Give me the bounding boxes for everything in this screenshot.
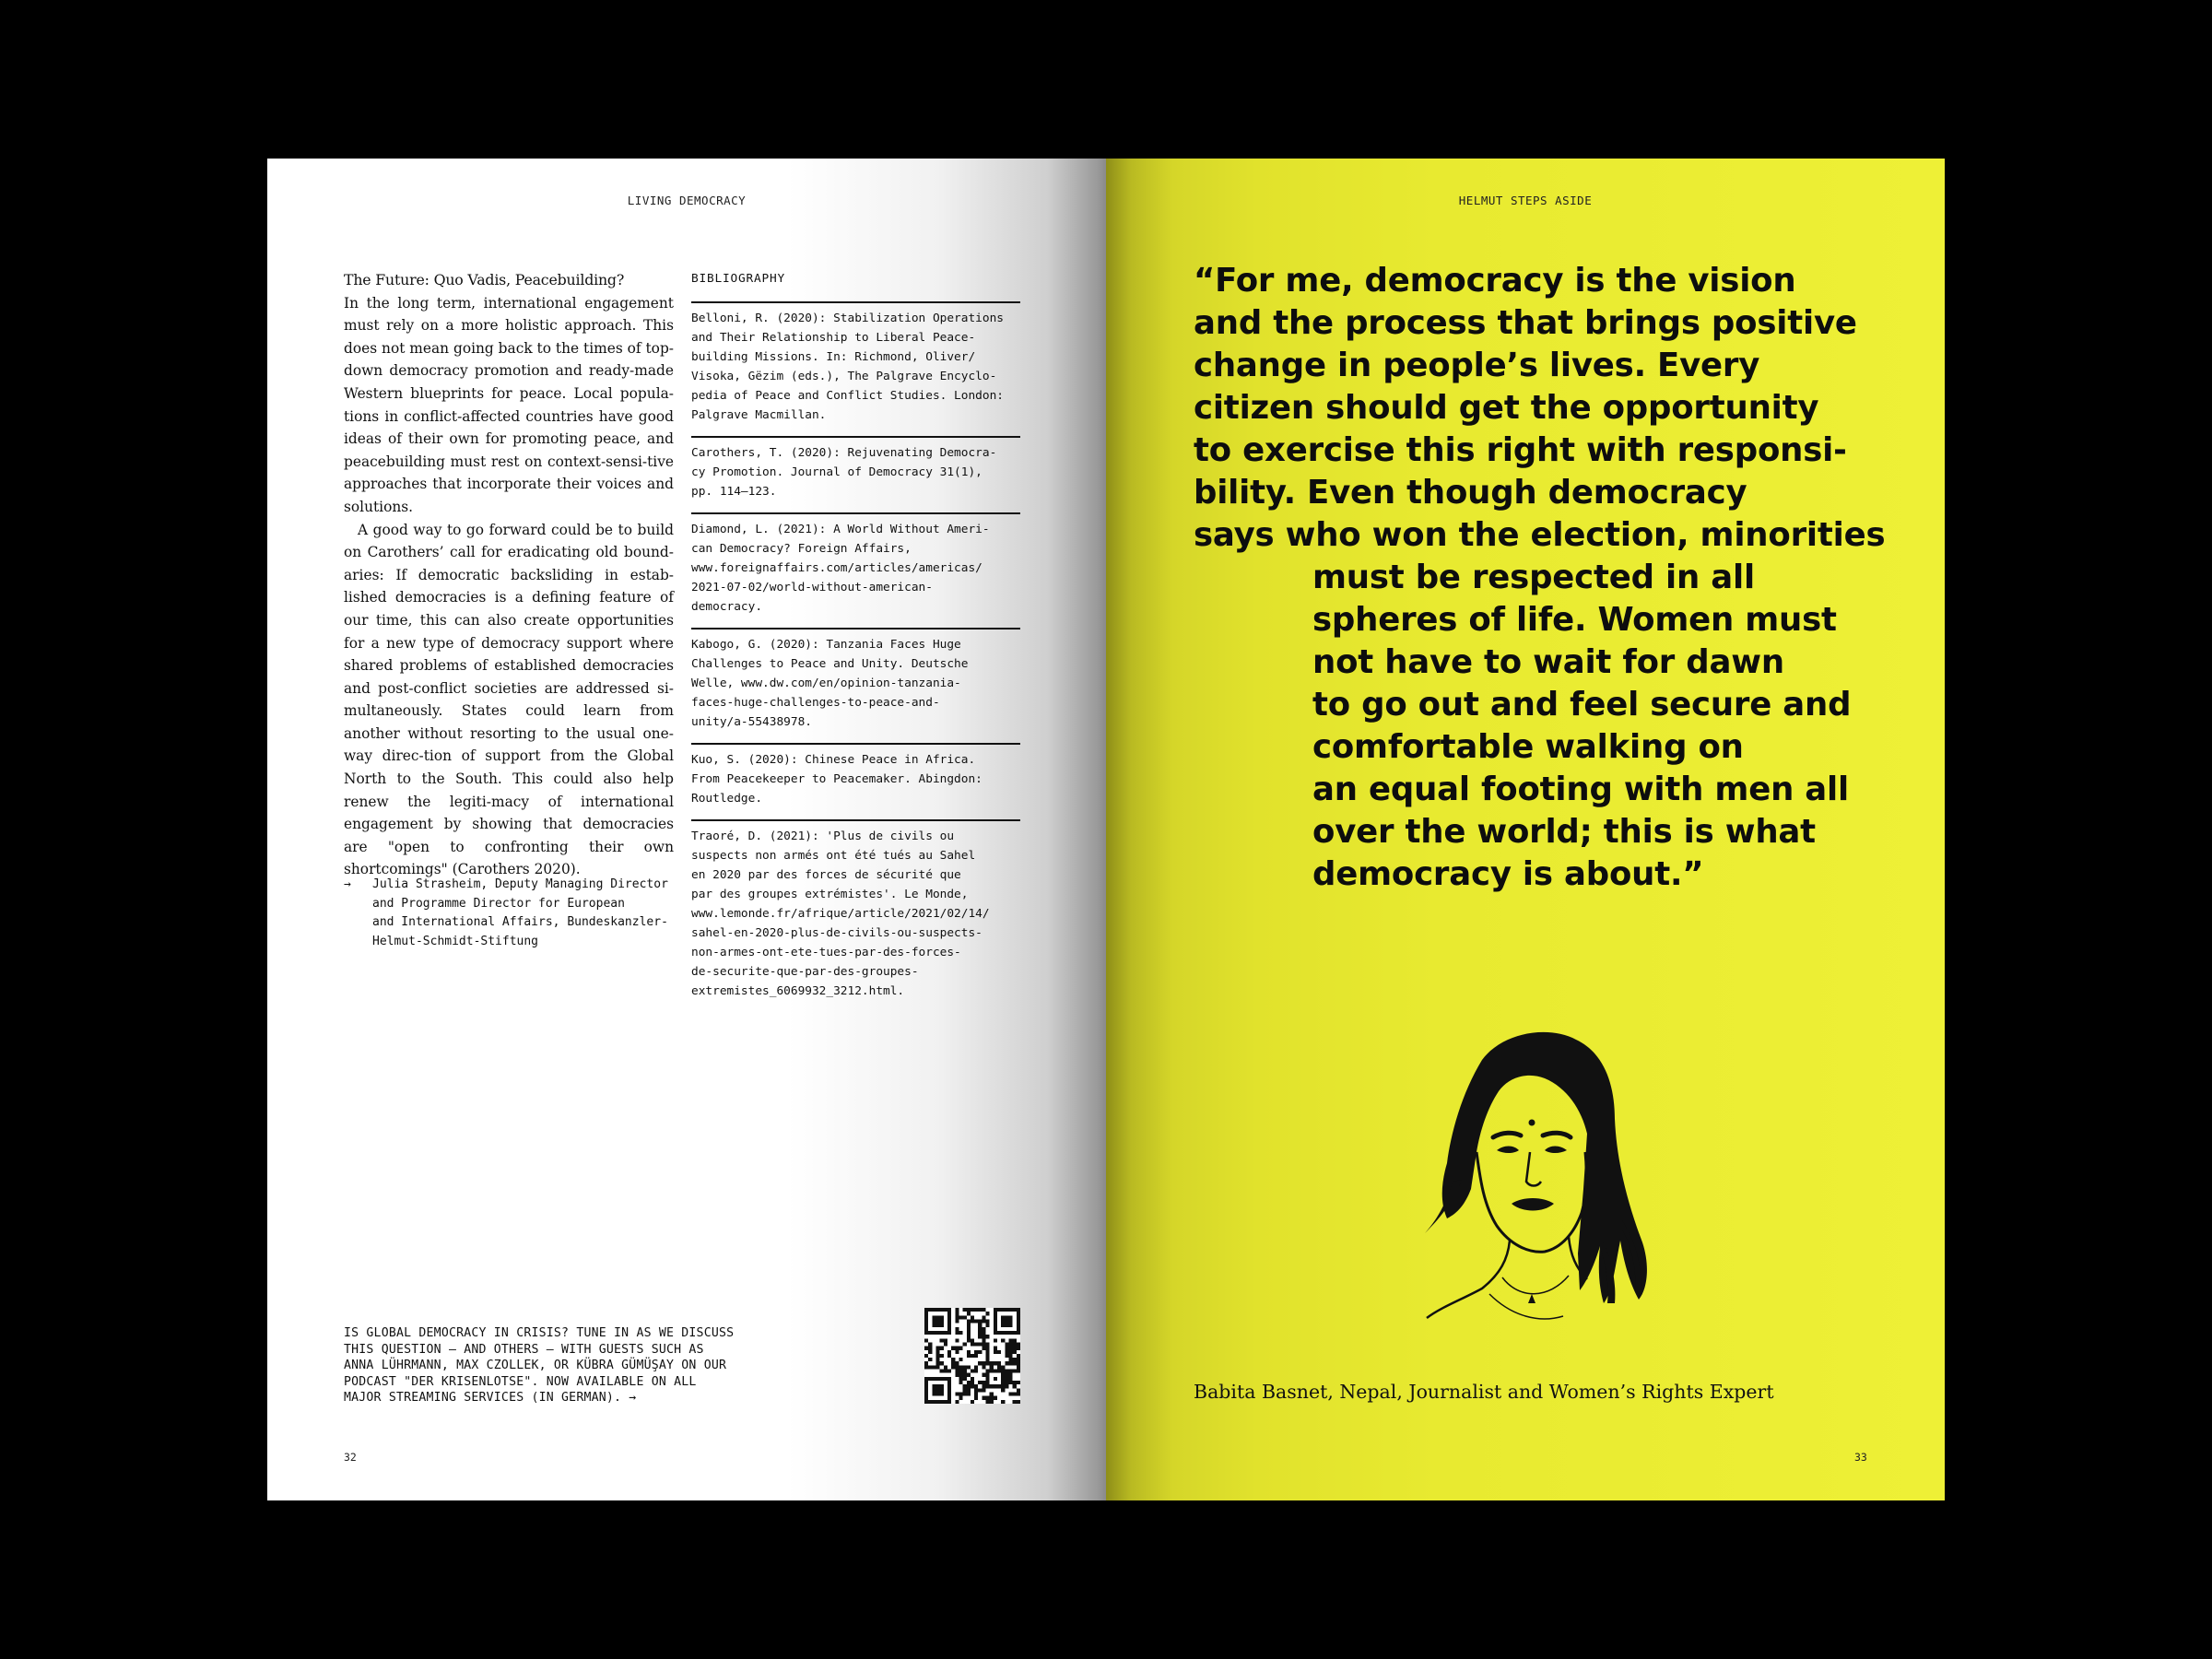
bibliography xyxy=(691,269,1020,1012)
bibliography-entry: Carothers, T. (2020): Rejuvenating Democra- cy Promotion. Journal of Democracy 31(1), pp. 114–123. xyxy=(691,436,1020,512)
quote-line: must be respected in all xyxy=(1312,559,1755,596)
bibliography-heading: BIBLIOGRAPHY xyxy=(691,272,786,286)
quote-line: democracy is about.” xyxy=(1312,855,1704,893)
left-page xyxy=(267,159,1106,1500)
author-credit: Julia Strasheim, Deputy Managing Director and Programme Director for European and International Affairs, Bundeskanzler- Helmut-Schmidt-Stiftung xyxy=(372,877,668,948)
quote-line: bility. Even though democracy xyxy=(1194,474,1747,512)
bibliography-entry: Kabogo, G. (2020): Tanzania Faces Huge Challenges to Peace and Unity. Deutsche Welle, www.dw.com/en/opinion-tanzania- faces-huge-challenges-to-peace-and- unity/a-55438978. xyxy=(691,628,1020,743)
podcast-note: IS GLOBAL DEMOCRACY IN CRISIS? TUNE IN AS WE DISCUSS THIS QUESTION — AND OTHERS — WITH GUESTS SUCH AS ANNA LÜHRMANN, MAX CZOLLEK, OR KÜBRA GÜMÜŞAY ON OUR PODCAST "DER KRISENLOTSE". NOW AVAILABLE ON ALL MAJOR STREAMING SERVICES (IN GERMAN). → xyxy=(344,1326,735,1405)
quote-line: over the world; this is what xyxy=(1312,813,1816,851)
quote-line: to go out and feel secure and xyxy=(1312,686,1852,724)
quote-line: citizen should get the opportunity xyxy=(1194,389,1819,427)
pull-quote xyxy=(1194,260,1931,896)
running-head-right: HELMUT STEPS ASIDE xyxy=(1458,194,1593,207)
body-paragraph: In the long term, international engagement must rely on a more holistic approach. This does not mean going back to the times of top-down democracy promotion and ready-made Western blueprints for peace. Local popula-tions in conflict-affected countries have good ideas of their own for promoting peace, and peacebuilding must rest on context-sensi-tive approaches that incorporate their voices and solutions. xyxy=(344,294,674,515)
page-number-right: 33 xyxy=(1854,1451,1867,1464)
qr-code-icon[interactable] xyxy=(924,1308,1020,1404)
quote-line: “For me, democracy is the vision xyxy=(1194,262,1796,300)
bibliography-entry: Belloni, R. (2020): Stabilization Operations and Their Relationship to Liberal Peace- building Missions. In: Richmond, Oliver/ Visoka, Gëzim (eds.), The Palgrave Encyclo- pedia of Peace and Conflict Studies. London: Palgrave Macmillan. xyxy=(691,301,1020,436)
quote-line: and the process that brings positive xyxy=(1194,304,1857,342)
quote-line: not have to wait for dawn xyxy=(1312,643,1784,681)
quote-line: to exercise this right with responsi- xyxy=(1194,431,1847,469)
body-paragraph: A good way to go forward could be to build on Carothers’ call for eradicating old bound-aries: If democratic backsliding in estab-lished democracies is a defining feature of our time, this can also create opportunities for a new type of democracy support where shared problems of established democracies and post-conflict societies are addressed si-multaneously. States could learn from another without resorting to the usual one-way direc-tion of support from the Global North to the South. This could also help renew the legiti-macy of international engagement by showing that democracies are "open to confronting their own shortcomings" (Carothers 2020). xyxy=(344,521,674,878)
portrait-caption: Babita Basnet, Nepal, Journalist and Women’s Rights Expert xyxy=(1194,1381,1774,1403)
quote-line: spheres of life. Women must xyxy=(1312,601,1837,639)
body-column xyxy=(344,269,674,881)
quote-line: comfortable walking on xyxy=(1312,728,1744,766)
quote-line: change in people’s lives. Every xyxy=(1194,347,1760,384)
section-heading: The Future: Quo Vadis, Peacebuilding? xyxy=(344,271,625,288)
bibliography-entry: Diamond, L. (2021): A World Without Ameri- can Democracy? Foreign Affairs, www.foreignaffairs.com/articles/americas/ 2021-07-02/world-without-american- democracy. xyxy=(691,512,1020,628)
author-note xyxy=(344,876,674,951)
bibliography-entry: Kuo, S. (2020): Chinese Peace in Africa. From Peacekeeper to Peacemaker. Abingdon: Routledge. xyxy=(691,743,1020,819)
bibliography-entry: Traoré, D. (2021): 'Plus de civils ou suspects non armés ont été tués au Sahel en 2020 par des forces de sécurité que par des groupes extrémistes'. Le Monde, www.lemonde.fr/afrique/article/2021/02/14/ sahel-en-2020-plus-de-civils-ou-suspects- non-armes-ont-ete-tues-par-des-forces- de-securite-que-par-des-groupes- extremistes_6069932_3212.html. xyxy=(691,819,1020,1012)
running-head-left: LIVING DEMOCRACY xyxy=(627,194,747,207)
page-number-left: 32 xyxy=(344,1451,357,1464)
portrait-illustration xyxy=(1373,1023,1650,1336)
right-page xyxy=(1106,159,1945,1500)
quote-line: says who won the election, minorities xyxy=(1194,516,1886,554)
arrow-right-icon: → xyxy=(344,877,351,891)
quote-line: an equal footing with men all xyxy=(1312,771,1849,808)
